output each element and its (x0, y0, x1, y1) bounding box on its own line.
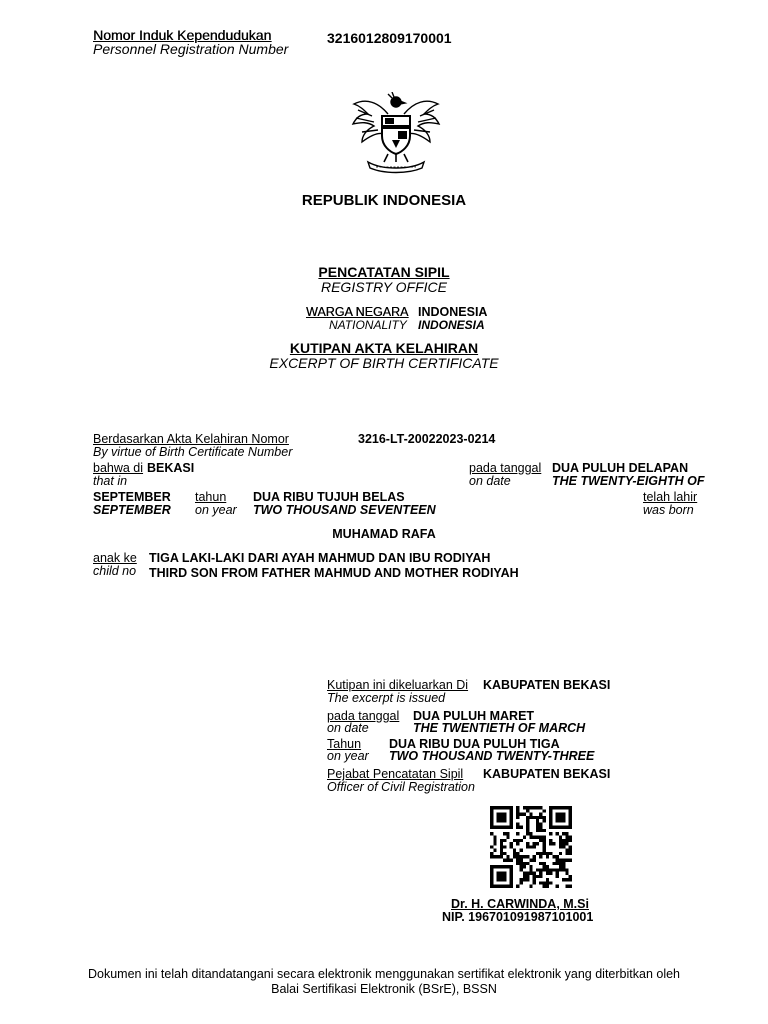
nationality-value: INDONESIA (418, 305, 488, 319)
footer-line-2: Balai Sertifikasi Elektronik (BSrE), BSSN (271, 982, 497, 996)
officer-label: Pejabat Pencatatan Sipil (327, 767, 464, 781)
place-value: BEKASI (147, 461, 195, 475)
birth-date-label-en: on date (469, 474, 511, 488)
nationality-label-en: NATIONALITY (329, 318, 407, 332)
issued-label: Kutipan ini dikeluarkan Di (327, 678, 469, 692)
office-title: PENCATATAN SIPIL (318, 264, 450, 280)
child-name: MUHAMAD RAFA (332, 527, 436, 541)
officer-label-en: Officer of Civil Registration (327, 780, 475, 794)
nationality-label: WARGA NEGARA (306, 305, 409, 319)
cert-no-label: Berdasarkan Akta Kelahiran Nomor (93, 432, 289, 446)
birth-year-label-en: on year (195, 503, 237, 517)
child-no-label: anak ke (93, 551, 137, 565)
qr-code-icon (490, 806, 572, 888)
garuda-emblem-icon (348, 92, 444, 174)
child-no-label-en: child no (93, 564, 137, 578)
born-label: telah lahir (643, 490, 698, 504)
place-label: bahwa di (93, 461, 144, 475)
nik-label: Nomor Induk Kependudukan (93, 27, 272, 43)
footer-line-1: Dokumen ini telah ditandatangani secara elektronik menggunakan sertifikat elektronik yang diterbitkan oleh (87, 967, 681, 981)
nik-label-en: Personnel Registration Number (93, 41, 289, 57)
birth-date-label: pada tanggal (469, 461, 542, 475)
cert-no-label-en: By virtue of Birth Certificate Number (93, 445, 293, 459)
issue-year-value: DUA RIBU DUA PULUH TIGA (389, 737, 560, 751)
child-no-value-en: THIRD SON FROM FATHER MAHMUD AND MOTHER RODIYAH (149, 566, 519, 580)
signatory-name: Dr. H. CARWINDA, M.Si (451, 897, 589, 911)
country-title: REPUBLIK INDONESIA (301, 192, 467, 209)
signatory-nip: NIP. 196701091987101001 (442, 910, 594, 924)
cert-no-value: 3216-LT-20022023-0214 (358, 432, 496, 446)
issue-year-value-en: TWO THOUSAND TWENTY-THREE (389, 749, 595, 763)
doc-title-en: EXCERPT OF BIRTH CERTIFICATE (269, 355, 499, 371)
issue-date-label-en: on date (327, 721, 369, 735)
birth-month-value-en: SEPTEMBER (93, 503, 171, 517)
born-label-en: was born (643, 503, 694, 517)
child-no-value: TIGA LAKI-LAKI DARI AYAH MAHMUD DAN IBU RODIYAH (149, 551, 491, 565)
issue-year-label-en: on year (327, 749, 369, 763)
office-title-en: REGISTRY OFFICE (320, 279, 447, 295)
birth-year-value: DUA RIBU TUJUH BELAS (253, 490, 405, 504)
issued-value: KABUPATEN BEKASI (483, 678, 611, 692)
birth-year-value-en: TWO THOUSAND SEVENTEEN (253, 503, 436, 517)
place-label-en: that in (93, 474, 128, 488)
issue-date-value: DUA PULUH MARET (413, 709, 535, 723)
birth-date-value-en: THE TWENTY-EIGHTH OF (552, 474, 705, 488)
issue-date-label: pada tanggal (327, 709, 400, 723)
birth-date-value: DUA PULUH DELAPAN (552, 461, 689, 475)
nik-value: 3216012809170001 (327, 30, 452, 46)
birth-year-label: tahun (195, 490, 227, 504)
birth-month-value: SEPTEMBER (93, 490, 171, 504)
issued-label-en: The excerpt is issued (327, 691, 446, 705)
issue-date-value-en: THE TWENTIETH OF MARCH (413, 721, 586, 735)
issue-year-label: Tahun (327, 737, 362, 751)
nationality-value-en: INDONESIA (418, 318, 485, 332)
officer-value: KABUPATEN BEKASI (483, 767, 611, 781)
doc-title: KUTIPAN AKTA KELAHIRAN (289, 340, 479, 356)
